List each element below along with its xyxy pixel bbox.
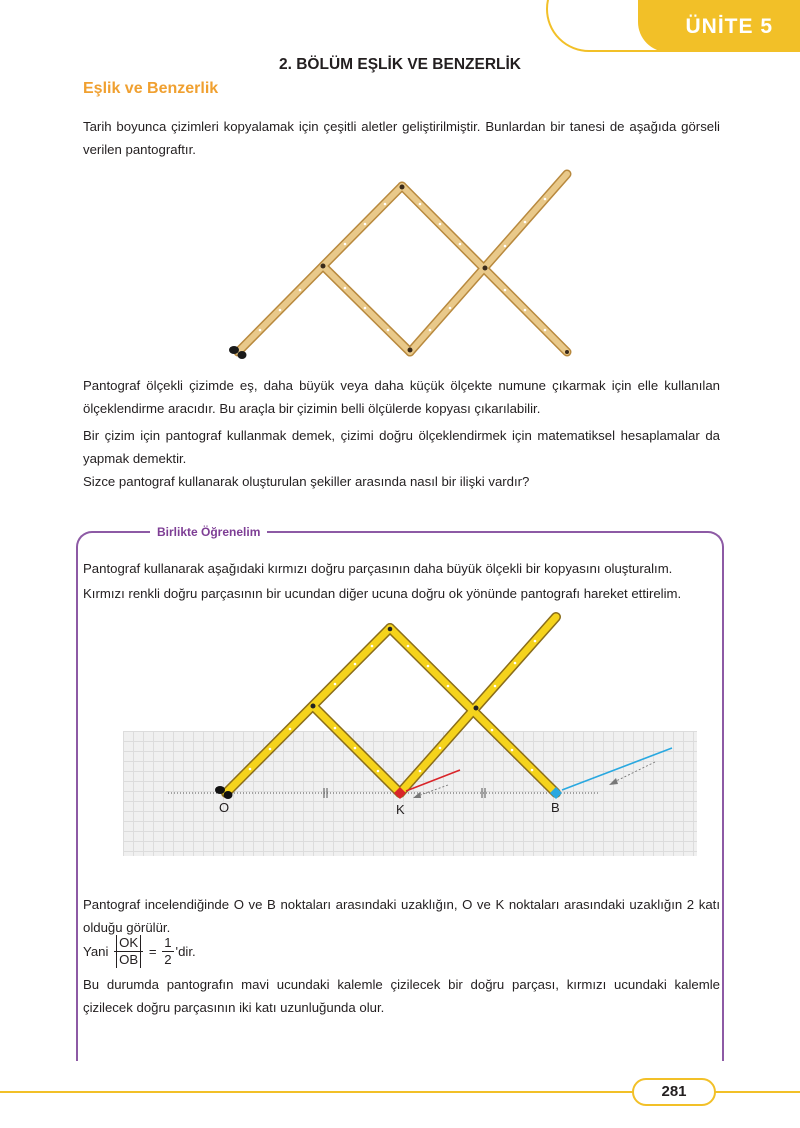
activity-paragraph-2: Kırmızı renkli doğru parçasının bir ucundan diğer ucuna doğru ok yönünde pantografı hareket ettirelim. — [83, 586, 682, 601]
ob-abs: OB — [116, 952, 141, 968]
half-num: 1 — [164, 935, 172, 950]
unit-label: ÜNİTE 5 — [685, 15, 773, 38]
section-title: Eşlik ve Benzerlik — [83, 80, 219, 97]
activity-paragraph-1: Pantograf kullanarak aşağıdaki kırmızı doğru parçasının daha büyük ölçekli bir kopyasını oluşturalım. — [83, 561, 673, 576]
ok-ob-fraction — [114, 935, 143, 968]
yani-text: Yani — [83, 944, 109, 959]
activity-paragraph-3: Pantograf incelendiğinde O ve B noktaları arasındaki uzaklığın, O ve K noktaları arasındaki uzaklığın 2 katı olduğu görülür. — [83, 897, 720, 935]
page-number: 281 — [632, 1078, 716, 1106]
half-fraction — [162, 935, 173, 968]
intro-paragraph-1: Tarih boyunca çizimleri kopyalamak için çeşitli aletler geliştirilmiştir. Bunlardan bir tanesi de aşağıda görseli verilen pantograftır. — [83, 119, 720, 157]
intro-paragraph-2: Pantograf ölçekli çizimde eş, daha büyük veya daha küçük ölçekte numune çıkarmak için elle kullanılan ölçeklendirme aracıdır. Bu araçla bir çizimin belli ölçülerde kopyası çıkarılabilir. — [83, 378, 720, 416]
ok-abs: OK — [116, 935, 141, 951]
dir-suffix: 'dir. — [175, 944, 196, 959]
intro-paragraph-3: Bir çizim için pantograf kullanmak demek, çizimi doğru ölçeklendirmek için matematiksel hesaplamalar da yapmak demektir. — [83, 428, 720, 466]
point-o-label: O — [219, 800, 230, 815]
equals-sign: = — [148, 944, 157, 959]
point-b-label: B — [551, 800, 560, 815]
activity-paragraph-4: Bu durumda pantografın mavi ucundaki kalemle çizilecek bir doğru parçası, kırmızı ucundaki kalemle çizilecek doğru parçasının iki katı uzunluğunda olur. — [83, 977, 720, 1015]
ratio-equation — [83, 935, 196, 968]
pantograph-illustration — [0, 0, 800, 380]
activity-title: Birlikte Öğrenelim — [150, 523, 267, 541]
intro-paragraph-4: Sizce pantograf kullanarak oluşturulan şekiller arasında nasıl bir ilişki vardır? — [83, 474, 530, 489]
point-k-label: K — [396, 802, 405, 817]
chapter-title: 2. BÖLÜM EŞLİK VE BENZERLİK — [279, 56, 521, 73]
pantograph-diagram — [0, 600, 800, 830]
half-den: 2 — [164, 952, 172, 967]
